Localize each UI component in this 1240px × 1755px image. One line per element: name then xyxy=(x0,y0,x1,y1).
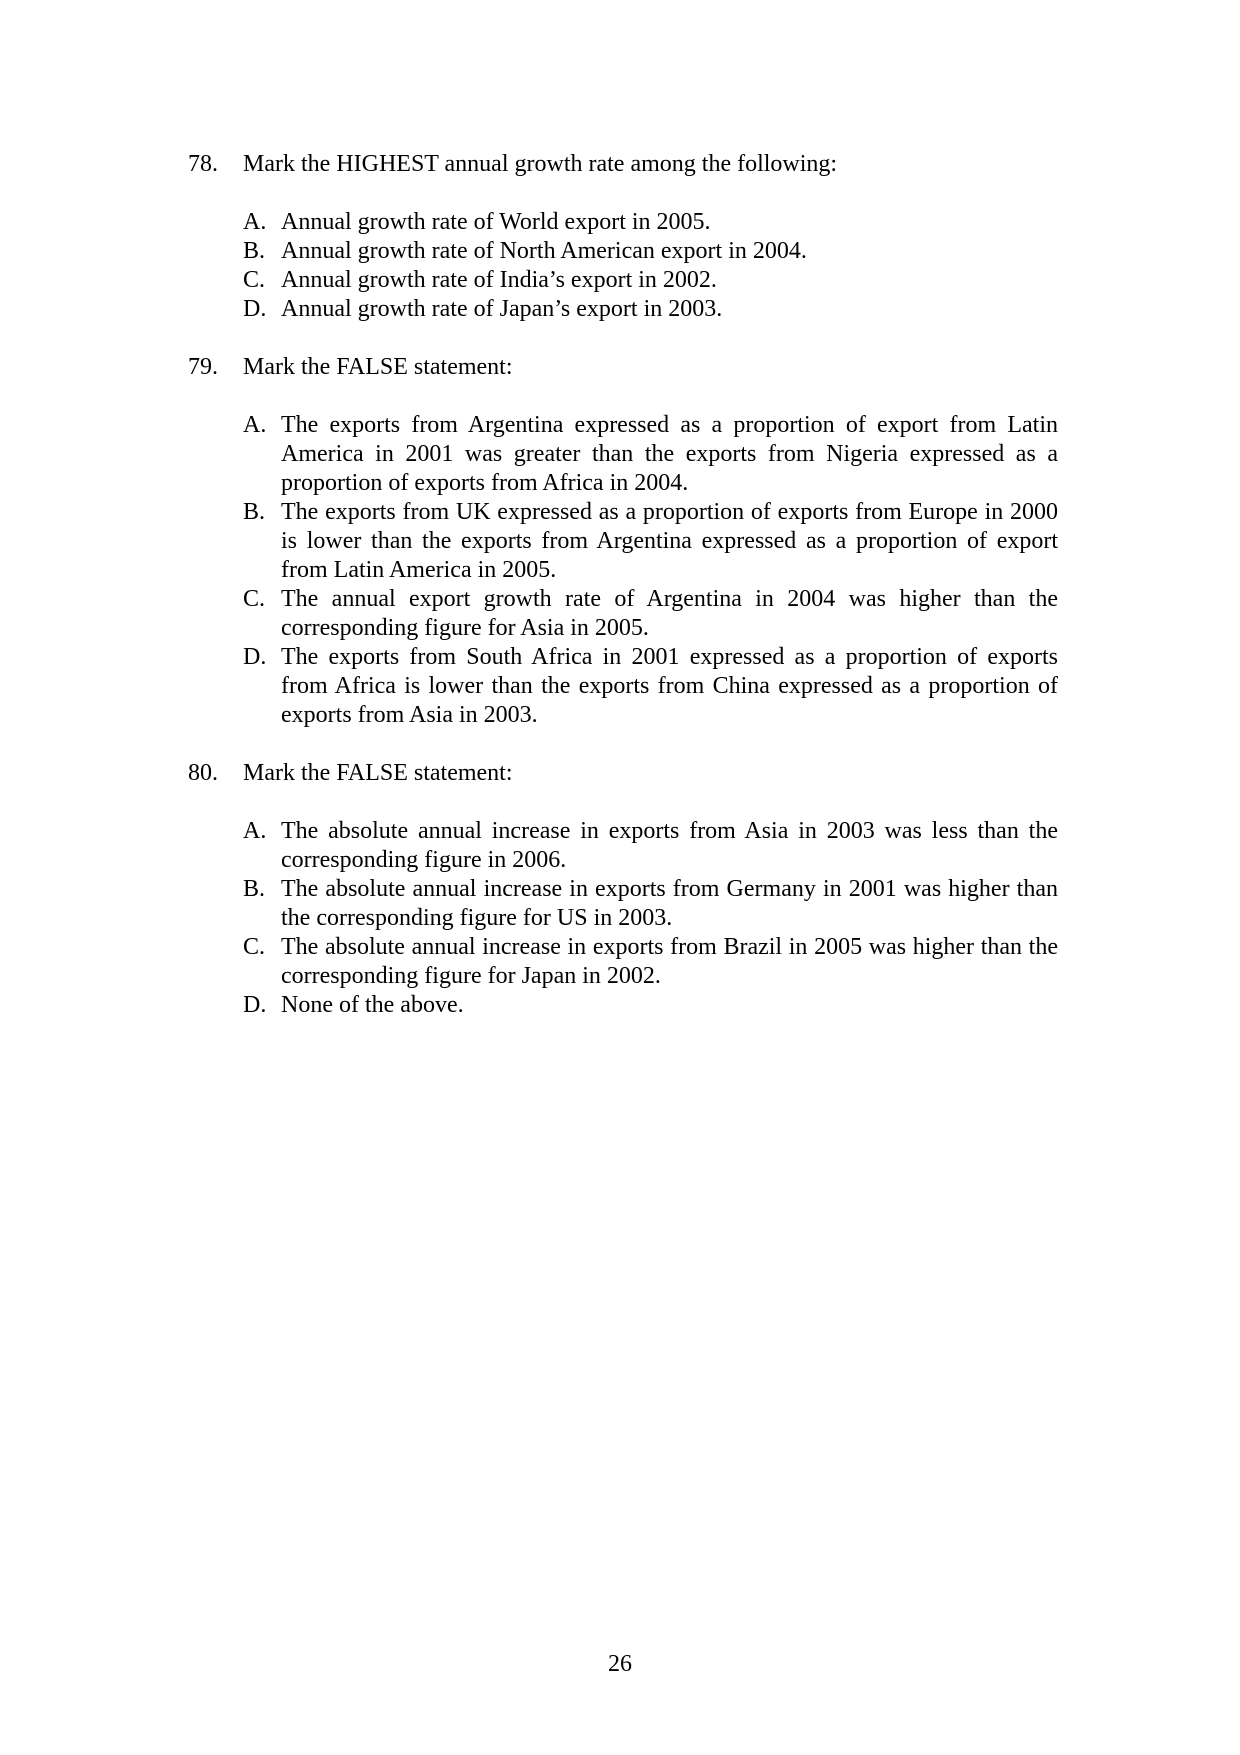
question-79 xyxy=(188,353,1058,730)
option-d xyxy=(243,991,1058,1020)
option-text: The exports from Argentina expressed as a proportion of export from Latin America in 2001 was greater than the exports from Nigeria expressed as a proportion of exports from Africa in 2004. xyxy=(281,412,1058,496)
option-letter: D. xyxy=(243,992,267,1018)
option-letter: D. xyxy=(243,296,267,322)
question-number: 78. xyxy=(188,151,218,177)
option-a xyxy=(243,411,1058,498)
option-letter: A. xyxy=(243,412,267,438)
option-text: The exports from UK expressed as a proportion of exports from Europe in 2000 is lower than the exports from Argentina expressed as a proportion of export from Latin America in 2005. xyxy=(281,499,1058,583)
page-number: 26 xyxy=(608,1651,632,1677)
option-list xyxy=(243,411,1058,730)
option-d xyxy=(243,643,1058,730)
option-text: Annual growth rate of World export in 2005. xyxy=(281,209,711,235)
question-header xyxy=(188,353,1058,382)
option-text: The exports from South Africa in 2001 expressed as a proportion of exports from Africa is lower than the exports from China expressed as a proportion of exports from Asia in 2003. xyxy=(281,644,1058,728)
question-prompt: Mark the HIGHEST annual growth rate among the following: xyxy=(243,151,838,177)
option-c xyxy=(243,266,1058,295)
option-letter: B. xyxy=(243,499,266,525)
option-text: The absolute annual increase in exports from Germany in 2001 was higher than the corresponding figure for US in 2003. xyxy=(281,876,1058,931)
question-prompt: Mark the FALSE statement: xyxy=(243,760,513,786)
option-list xyxy=(243,208,1058,324)
option-letter: C. xyxy=(243,267,266,293)
question-80 xyxy=(188,759,1058,1020)
question-header xyxy=(188,150,1058,179)
option-c xyxy=(243,585,1058,643)
option-a xyxy=(243,817,1058,875)
option-letter: B. xyxy=(243,238,266,264)
option-text: Annual growth rate of North American export in 2004. xyxy=(281,238,807,264)
question-number: 80. xyxy=(188,760,218,786)
option-list xyxy=(243,817,1058,1020)
option-d xyxy=(243,295,1058,324)
option-text: The annual export growth rate of Argentina in 2004 was higher than the corresponding figure for Asia in 2005. xyxy=(281,586,1058,641)
question-number: 79. xyxy=(188,354,218,380)
option-c xyxy=(243,933,1058,991)
option-text: The absolute annual increase in exports from Brazil in 2005 was higher than the corresponding figure for Japan in 2002. xyxy=(281,934,1058,989)
option-letter: C. xyxy=(243,934,266,960)
option-text: Annual growth rate of India’s export in 2002. xyxy=(281,267,717,293)
option-letter: A. xyxy=(243,209,267,235)
question-header xyxy=(188,759,1058,788)
option-letter: C. xyxy=(243,586,266,612)
option-b xyxy=(243,875,1058,933)
option-letter: D. xyxy=(243,644,267,670)
option-text: The absolute annual increase in exports from Asia in 2003 was less than the corresponding figure in 2006. xyxy=(281,818,1058,873)
option-a xyxy=(243,208,1058,237)
option-letter: A. xyxy=(243,818,267,844)
question-prompt: Mark the FALSE statement: xyxy=(243,354,513,380)
option-b xyxy=(243,237,1058,266)
question-78 xyxy=(188,150,1058,324)
option-text: Annual growth rate of Japan’s export in 2003. xyxy=(281,296,723,322)
option-text: None of the above. xyxy=(281,992,464,1018)
option-b xyxy=(243,498,1058,585)
document-body xyxy=(188,150,1058,1049)
option-letter: B. xyxy=(243,876,266,902)
